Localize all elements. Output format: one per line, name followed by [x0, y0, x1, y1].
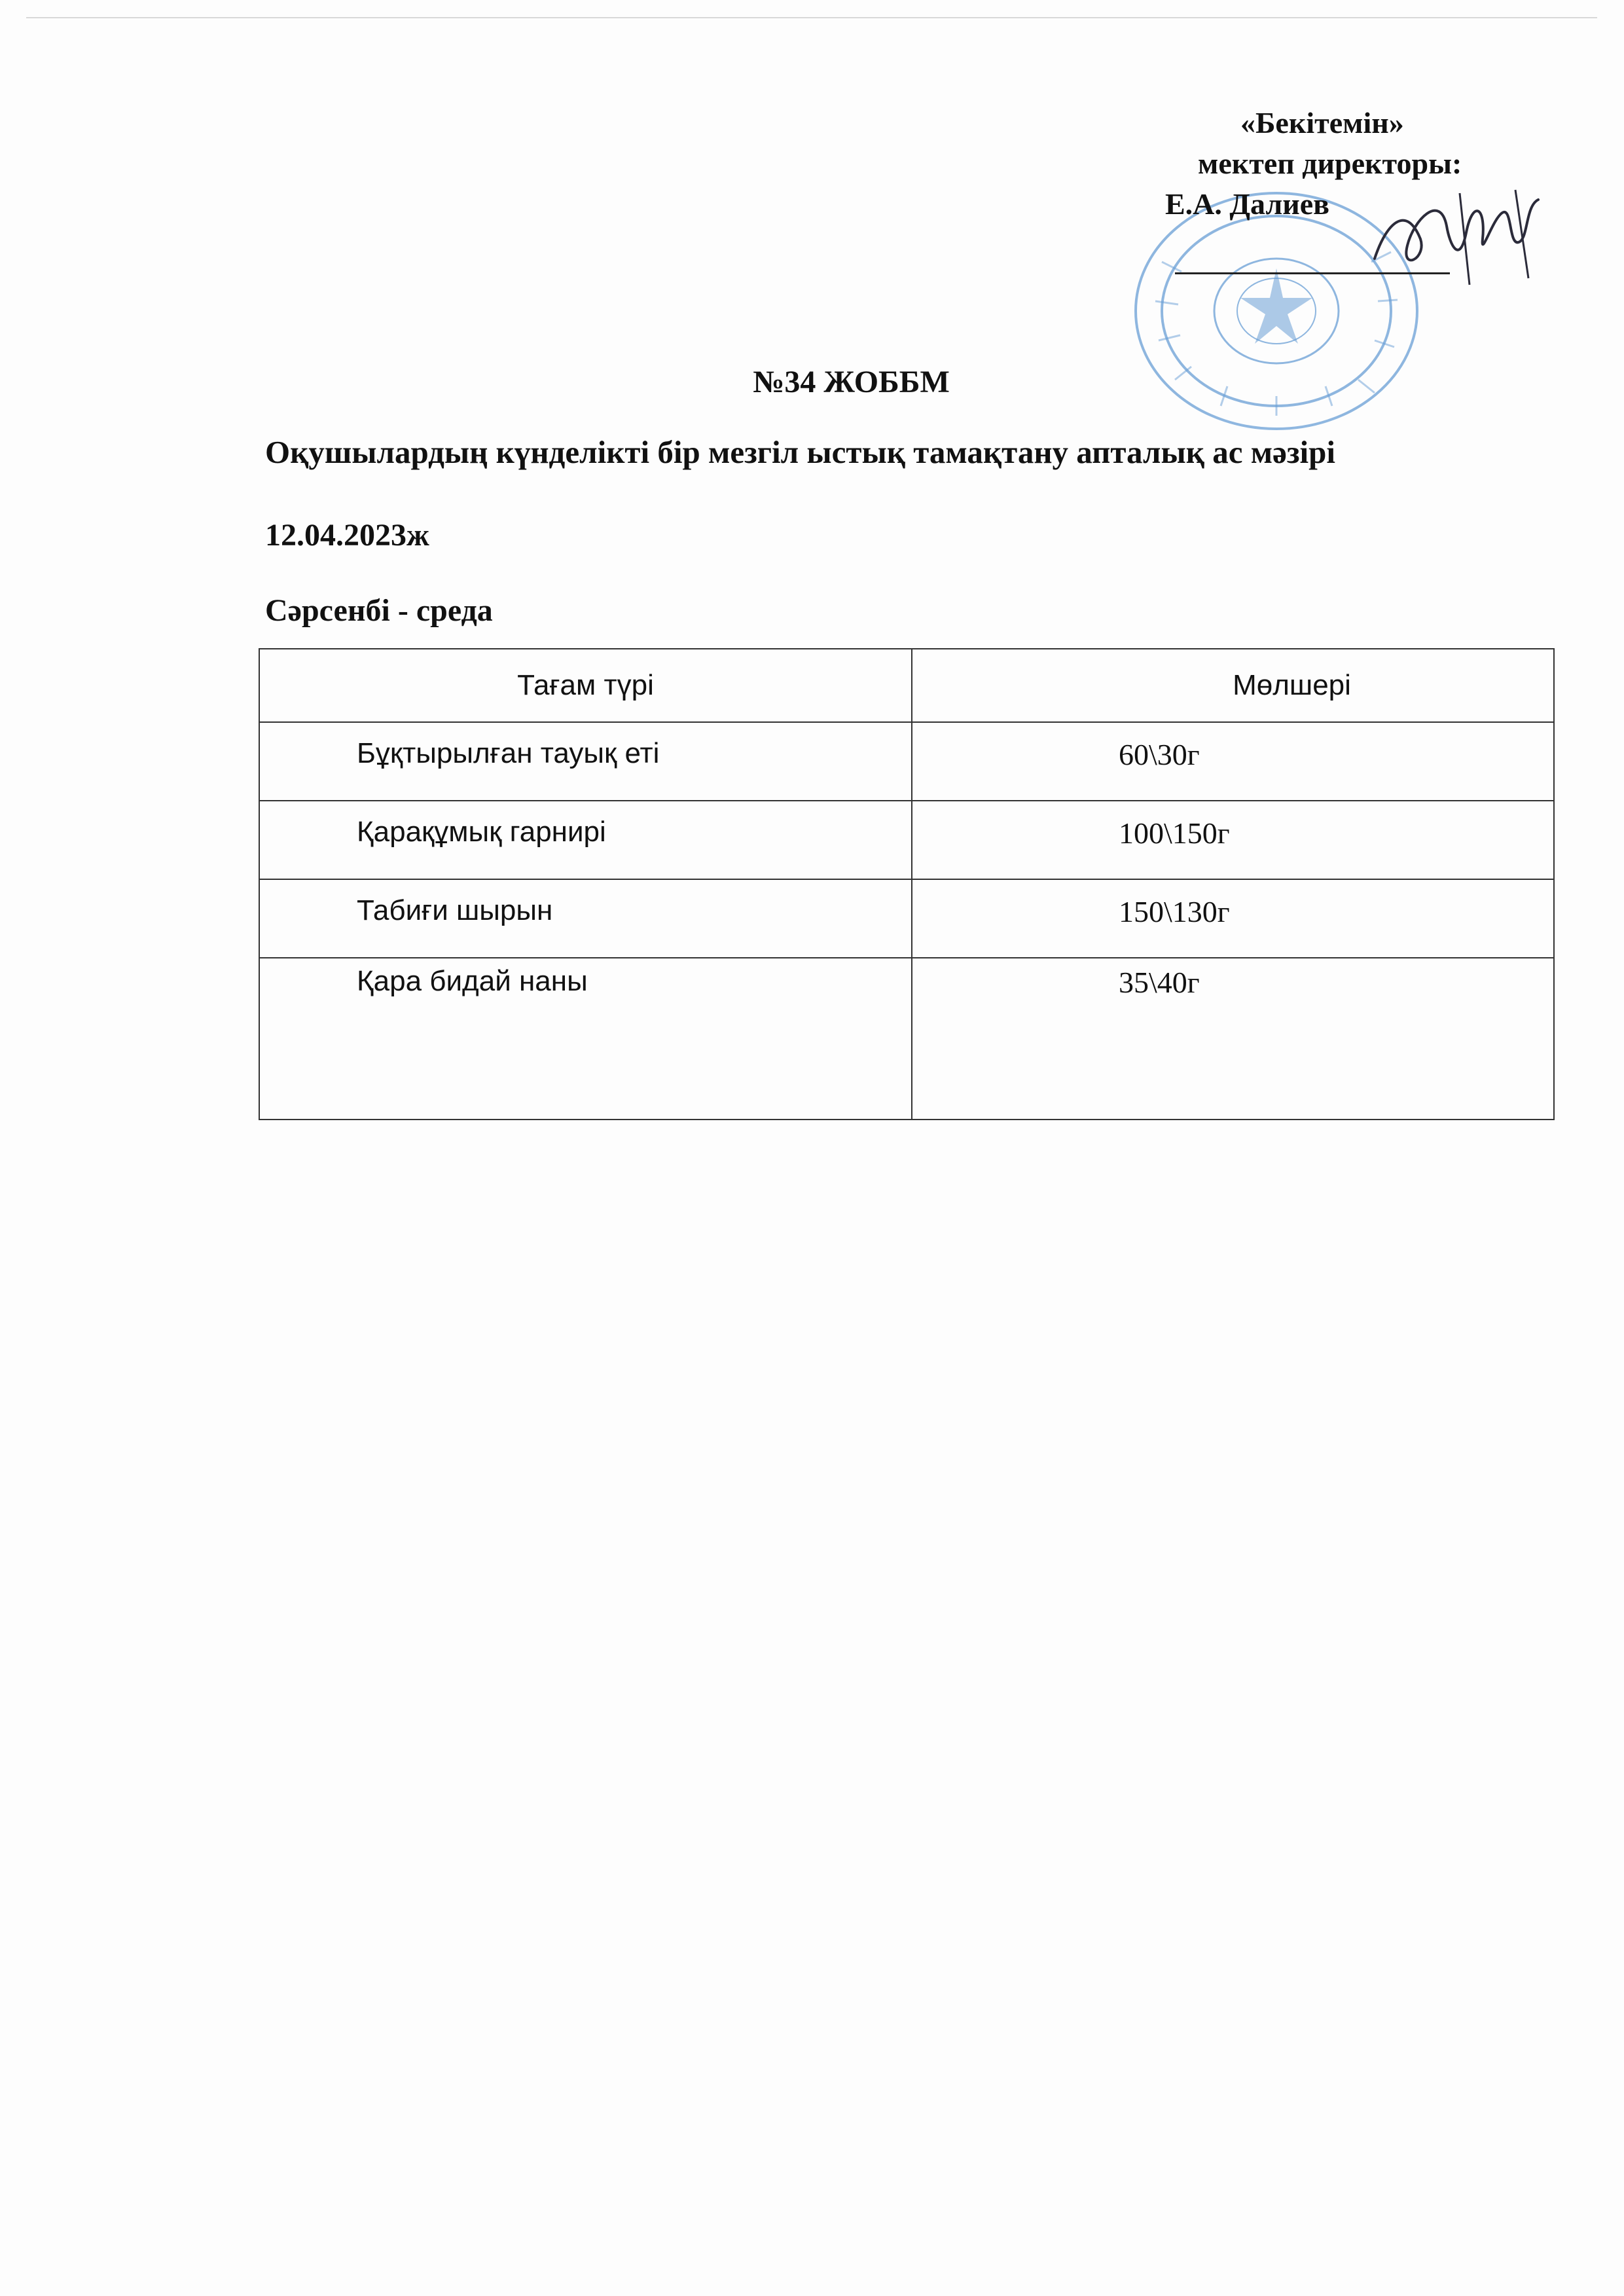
- menu-table: [259, 648, 1555, 1120]
- amount-cell: [912, 722, 1554, 801]
- dish-name: Табиғи шырын: [357, 894, 553, 926]
- document-date: 12.04.2023ж: [265, 518, 429, 553]
- scan-edge: [26, 17, 1597, 18]
- approval-position: мектеп директоры:: [1198, 147, 1462, 180]
- signature-icon: [1362, 180, 1558, 291]
- table-row: [259, 722, 1554, 801]
- table-row: [259, 879, 1554, 958]
- dish-amount: 35\40г: [1119, 966, 1200, 999]
- dish-cell: [259, 722, 912, 801]
- approval-heading: «Бекітемін»: [1240, 106, 1404, 139]
- amount-cell: [912, 801, 1554, 879]
- dish-cell: [259, 801, 912, 879]
- document-day: Сәрсенбі - среда: [265, 593, 493, 628]
- header-amount: Мөлшері: [912, 649, 1554, 722]
- amount-cell: [912, 879, 1554, 958]
- document-title: Оқушылардың күнделікті бір мезгіл ыстық тамақтану апталық ас мәзірі: [265, 434, 1336, 470]
- dish-cell: [259, 879, 912, 958]
- school-name: №34 ЖОББМ: [753, 365, 950, 399]
- table-row: [259, 801, 1554, 879]
- dish-name: Қарақұмық гарнирі: [357, 816, 606, 848]
- dish-cell: [259, 958, 912, 1120]
- dish-amount: 60\30г: [1119, 738, 1200, 771]
- dish-amount: 150\130г: [1119, 895, 1230, 928]
- dish-amount: 100\150г: [1119, 816, 1230, 850]
- table-header-row: [259, 649, 1554, 722]
- table-row: [259, 958, 1554, 1120]
- header-dish: Тағам түрі: [259, 649, 912, 722]
- signature-line: [1175, 272, 1450, 274]
- dish-name: Бұқтырылған тауық еті: [357, 737, 660, 769]
- amount-cell: [912, 958, 1554, 1120]
- approval-director-name: Е.А. Далиев: [1165, 187, 1330, 221]
- dish-name: Қара бидай наны: [357, 965, 588, 997]
